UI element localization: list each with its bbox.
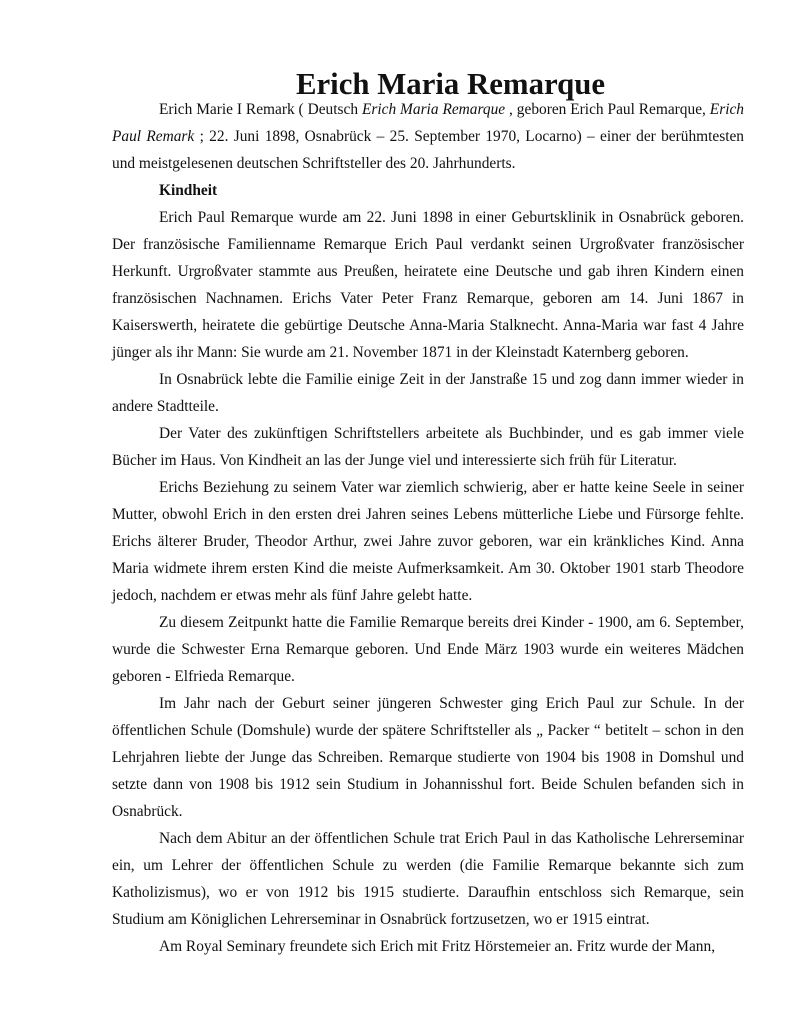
intro-italic-name-2: Erich Paul Remark: [112, 101, 744, 145]
body-paragraph: In Osnabrück lebte die Familie einige Zeit in der Janstraße 15 und zog dann immer wieder in andere Stadtteile.: [112, 371, 744, 415]
body-paragraph: Zu diesem Zeitpunkt hatte die Familie Remarque bereits drei Kinder - 1900, am 6. September, wurde die Schwester Erna Remarque geboren. Und Ende März 1903 wurde ein weiteres Mädchen geboren - Elfrieda Remarque.: [112, 614, 744, 685]
body-paragraph: Nach dem Abitur an der öffentlichen Schule trat Erich Paul in das Katholische Lehrerseminar ein, um Lehrer der öffentlichen Schule zu werden (die Familie Remarque bekannte sich zum Katholizismus), wo er von 1912 bis 1915 studierte. Daraufhin entschloss sich Remarque, sein Studium am Königlichen Lehrerseminar in Osnabrück fortzusetzen, wo er 1915 eintrat.: [112, 830, 744, 928]
intro-paragraph: [112, 96, 744, 177]
intro-text-1: Erich Marie I Remark ( Deutsch: [159, 101, 362, 118]
body-paragraph: Der Vater des zukünftigen Schriftstellers arbeitete als Buchbinder, und es gab immer viele Bücher im Haus. Von Kindheit an las der Junge viel und interessierte sich früh für Literatur.: [112, 425, 744, 469]
document-title: Erich Maria Remarque: [295, 67, 606, 101]
intro-text-2: , geboren Erich Paul Remarque,: [505, 101, 710, 118]
body-paragraph: Erich Paul Remarque wurde am 22. Juni 1898 in einer Geburtsklinik in Osnabrück geboren. Der französische Familienname Remarque Erich Paul verdankt seinen Urgroßvater französischer Herkunft. Urgroßvater stammte aus Preußen, heiratete eine Deutsche und gab ihren Kindern einen französischen Nachnamen. Erichs Vater Peter Franz Remarque, geboren am 14. Juni 1867 in Kaiserswerth, heiratete die gebürtige Deutsche Anna-Maria Stalknecht. Anna-Maria war fast 4 Jahre jünger als ihr Mann: Sie wurde am 21. November 1871 in der Kleinstadt Katernberg geboren.: [112, 209, 744, 361]
body-paragraph: Erichs Beziehung zu seinem Vater war ziemlich schwierig, aber er hatte keine Seele in seiner Mutter, obwohl Erich in den ersten drei Jahren seines Lebens mütterliche Liebe und Fürsorge fehlte. Erichs älterer Bruder, Theodor Arthur, zwei Jahre zuvor geboren, war ein kränkliches Kind. Anna Maria widmete ihrem ersten Kind die meiste Aufmerksamkeit. Am 30. Oktober 1901 starb Theodore jedoch, nachdem er etwas mehr als fünf Jahre gelebt hatte.: [112, 479, 744, 604]
intro-italic-name-1: Erich Maria Remarque: [361, 101, 506, 118]
body-paragraph: Am Royal Seminary freundete sich Erich mit Fritz Hörstemeier an. Fritz wurde der Mann,: [159, 938, 716, 955]
body-paragraph: Im Jahr nach der Geburt seiner jüngeren Schwester ging Erich Paul zur Schule. In der öffentlichen Schule (Domshule) wurde der spätere Schriftsteller als „ Packer “ betitelt – schon in den Lehrjahren liebte der Junge das Schreiben. Remarque studierte von 1904 bis 1908 in Domshul und setzte dann von 1908 bis 1912 sein Studium in Johannisshul fort. Beide Schulen befanden sich in Osnabrück.: [112, 695, 744, 820]
section-heading: Kindheit: [159, 182, 218, 199]
document-page: [112, 67, 745, 960]
intro-text-3: ; 22. Juni 1898, Osnabrück – 25. September 1970, Locarno) – einer der berühmtesten und meistgelesenen deutschen Schriftsteller des 20. Jahrhunderts.: [112, 128, 745, 172]
